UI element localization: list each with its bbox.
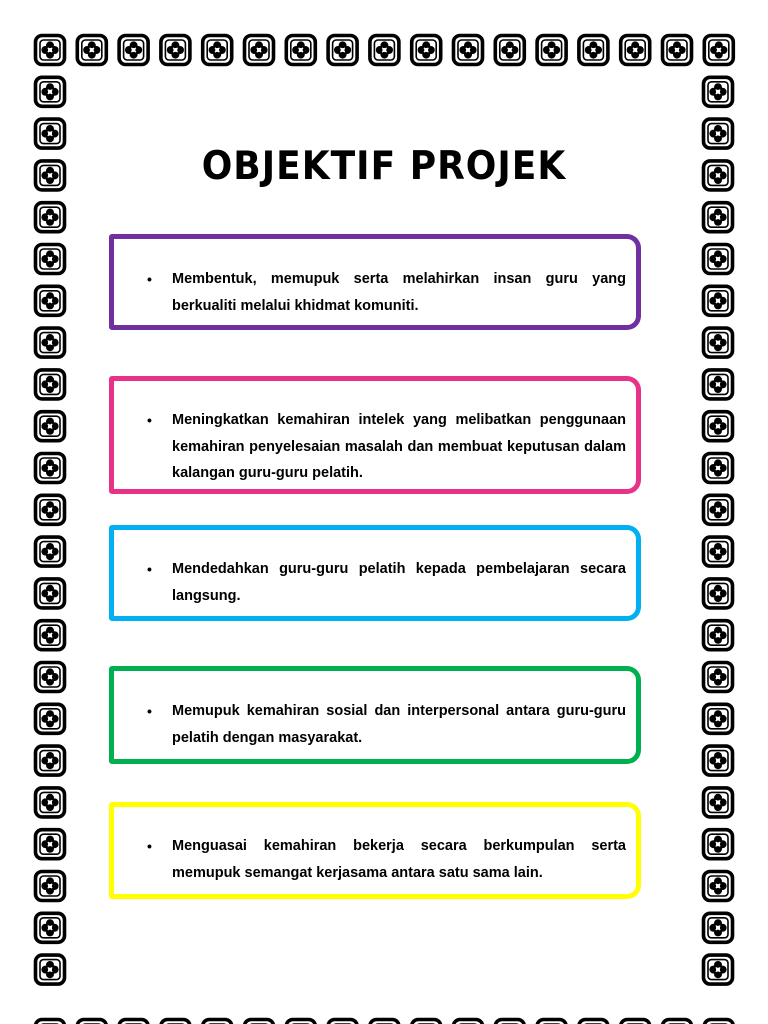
objective-item [147, 407, 626, 487]
quatrefoil-tile-icon [495, 1020, 524, 1024]
objective-item [147, 833, 626, 886]
quatrefoil-tile-icon [704, 537, 733, 566]
quatrefoil-tile-icon [245, 36, 274, 65]
quatrefoil-tile-icon [704, 579, 733, 608]
quatrefoil-tile-icon [704, 77, 733, 106]
quatrefoil-tile-icon [579, 1020, 608, 1024]
objective-box-1 [109, 234, 641, 330]
objective-text: Menguasai kemahiran bekerja secara berkumpulan serta memupuk semangat kerjasama antara satu sama lain. [172, 838, 626, 881]
objective-box-5 [109, 802, 641, 899]
quatrefoil-tile-icon [36, 955, 65, 984]
quatrefoil-tile-icon [454, 36, 483, 65]
quatrefoil-tile-icon [119, 36, 148, 65]
quatrefoil-tile-icon [36, 830, 65, 859]
objective-list [114, 407, 636, 487]
quatrefoil-tile-icon [328, 36, 357, 65]
objective-list [114, 833, 636, 886]
objective-text: Mendedahkan guru-guru pelatih kepada pembelajaran secara langsung. [172, 561, 626, 604]
quatrefoil-tile-icon [704, 788, 733, 817]
quatrefoil-tile-icon [286, 1020, 315, 1024]
quatrefoil-tile-icon [328, 1020, 357, 1024]
quatrefoil-tile-icon [704, 245, 733, 274]
objective-item [147, 556, 626, 609]
quatrefoil-tile-icon [36, 36, 65, 65]
quatrefoil-tile-icon [245, 1020, 274, 1024]
quatrefoil-tile-icon [36, 704, 65, 733]
objective-list [114, 698, 636, 751]
quatrefoil-tile-icon [36, 245, 65, 274]
quatrefoil-tile-icon [704, 746, 733, 775]
quatrefoil-tile-icon [36, 495, 65, 524]
quatrefoil-tile-icon [119, 1020, 148, 1024]
quatrefoil-tile-icon [286, 36, 315, 65]
bullet-dot-icon: • [147, 561, 152, 577]
quatrefoil-tile-icon [161, 1020, 190, 1024]
quatrefoil-tile-icon [77, 1020, 106, 1024]
quatrefoil-tile-icon [36, 77, 65, 106]
quatrefoil-tile-icon [36, 621, 65, 650]
page-title: OBJEKTIF PROJEK [201, 143, 567, 190]
quatrefoil-tile-icon [36, 203, 65, 232]
quatrefoil-tile-icon [36, 370, 65, 399]
quatrefoil-tile-icon [704, 913, 733, 942]
quatrefoil-tile-icon [77, 36, 106, 65]
quatrefoil-tile-icon [36, 788, 65, 817]
quatrefoil-tile-icon [370, 36, 399, 65]
quatrefoil-tile-icon [36, 746, 65, 775]
quatrefoil-tile-icon [704, 454, 733, 483]
quatrefoil-tile-icon [704, 370, 733, 399]
quatrefoil-tile-icon [704, 704, 733, 733]
quatrefoil-tile-icon [412, 36, 441, 65]
bullet-dot-icon: • [147, 703, 152, 719]
quatrefoil-tile-icon [495, 36, 524, 65]
bullet-dot-icon: • [147, 838, 152, 854]
quatrefoil-tile-icon [704, 830, 733, 859]
quatrefoil-tile-icon [704, 286, 733, 315]
quatrefoil-tile-icon [36, 454, 65, 483]
quatrefoil-tile-icon [36, 913, 65, 942]
quatrefoil-tile-icon [663, 36, 692, 65]
objective-text: Memupuk kemahiran sosial dan interpersonal antara guru-guru pelatih dengan masyarakat. [172, 703, 626, 746]
quatrefoil-tile-icon [161, 36, 190, 65]
bullet-dot-icon: • [147, 412, 152, 428]
quatrefoil-tile-icon [36, 537, 65, 566]
objective-text: Meningkatkan kemahiran intelek yang melibatkan penggunaan kemahiran penyelesaian masalah dan membuat keputusan dalam kalangan guru-guru pelatih. [172, 412, 626, 481]
quatrefoil-tile-icon [704, 872, 733, 901]
quatrefoil-tile-icon [704, 328, 733, 357]
quatrefoil-tile-icon [621, 1020, 650, 1024]
quatrefoil-tile-icon [36, 286, 65, 315]
objective-item [147, 266, 626, 319]
bullet-dot-icon: • [147, 271, 152, 287]
quatrefoil-tile-icon [621, 36, 650, 65]
objective-list [114, 556, 636, 609]
quatrefoil-tile-icon [203, 1020, 232, 1024]
quatrefoil-tile-icon [579, 36, 608, 65]
quatrefoil-tile-icon [704, 36, 733, 65]
objective-text: Membentuk, memupuk serta melahirkan insan guru yang berkualiti melalui khidmat komuniti. [172, 271, 626, 314]
quatrefoil-tile-icon [704, 412, 733, 441]
quatrefoil-tile-icon [704, 621, 733, 650]
quatrefoil-tile-icon [704, 495, 733, 524]
quatrefoil-tile-icon [704, 663, 733, 692]
quatrefoil-tile-icon [36, 872, 65, 901]
quatrefoil-tile-icon [36, 663, 65, 692]
quatrefoil-tile-icon [704, 955, 733, 984]
quatrefoil-tile-icon [704, 1020, 733, 1024]
quatrefoil-tile-icon [412, 1020, 441, 1024]
quatrefoil-tile-icon [36, 579, 65, 608]
quatrefoil-tile-icon [36, 412, 65, 441]
objective-item [147, 698, 626, 751]
quatrefoil-tile-icon [663, 1020, 692, 1024]
quatrefoil-tile-icon [36, 328, 65, 357]
quatrefoil-tile-icon [36, 1020, 65, 1024]
quatrefoil-tile-icon [704, 203, 733, 232]
quatrefoil-tile-icon [370, 1020, 399, 1024]
quatrefoil-tile-icon [537, 36, 566, 65]
quatrefoil-tile-icon [454, 1020, 483, 1024]
objective-list [114, 266, 636, 319]
quatrefoil-tile-icon [203, 36, 232, 65]
objective-box-3 [109, 525, 641, 621]
objective-box-2 [109, 376, 641, 494]
objective-box-4 [109, 666, 641, 764]
quatrefoil-tile-icon [537, 1020, 566, 1024]
